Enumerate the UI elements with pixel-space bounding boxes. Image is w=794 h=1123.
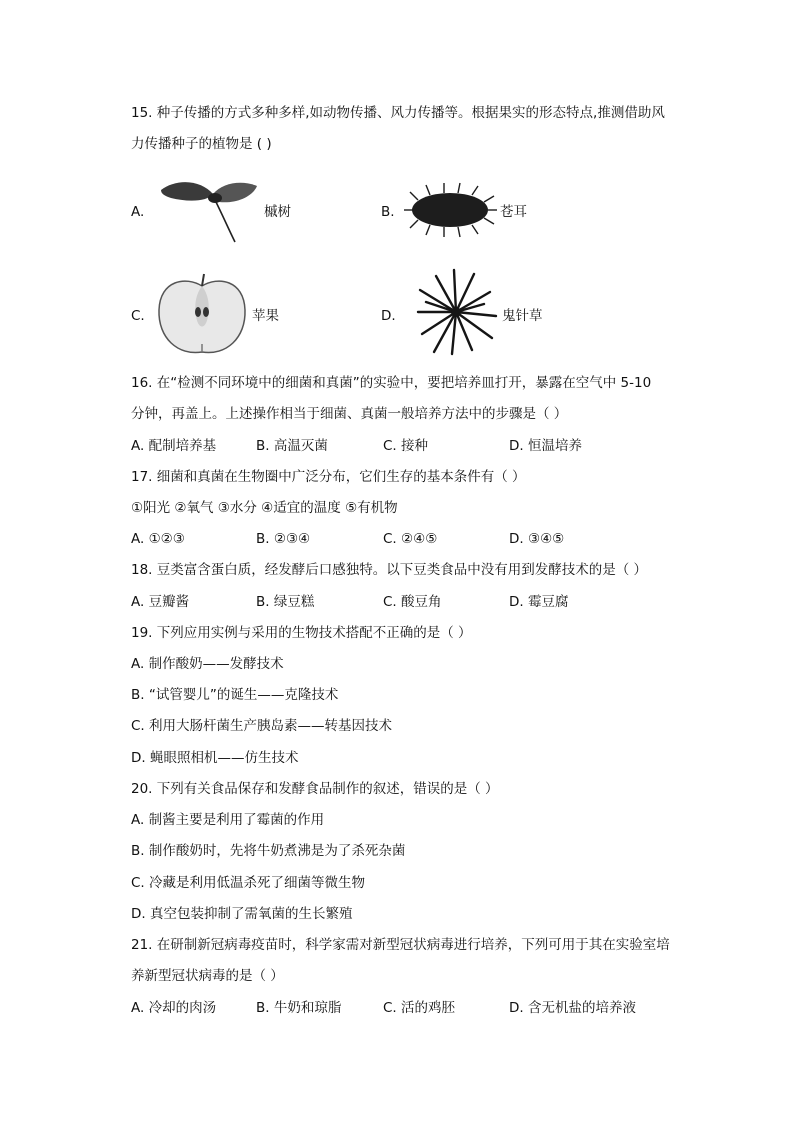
q17-stem-line1: 17. 细菌和真菌在生物圈中广泛分布，它们生存的基本条件有（ ） <box>131 469 526 485</box>
q20-option-d: D. 真空包装抑制了需氧菌的生长繁殖 <box>131 906 353 922</box>
q18-option-d: D. 霉豆腐 <box>509 594 569 610</box>
q19-option-b: B. “试管婴儿”的诞生——克隆技术 <box>131 687 339 703</box>
q18-option-b: B. 绿豆糕 <box>256 594 315 610</box>
q21-stem-line2: 养新型冠状病毒的是（ ） <box>131 968 284 984</box>
q19-stem-line1: 19. 下列应用实例与采用的生物技术搭配不正确的是（ ） <box>131 625 472 641</box>
q18-option-a: A. 豆瓣酱 <box>131 594 190 610</box>
q20-stem-line1: 20. 下列有关食品保存和发酵食品制作的叙述，错误的是（ ） <box>131 781 499 797</box>
q17-option-d: D. ③④⑤ <box>509 531 565 547</box>
q16-option-b: B. 高温灭菌 <box>256 438 328 454</box>
q20-option-c: C. 冷藏是利用低温杀死了细菌等微生物 <box>131 875 366 891</box>
q15-option-d-letter: D. <box>381 308 396 324</box>
q19-option-c: C. 利用大肠杆菌生产胰岛素——转基因技术 <box>131 718 393 734</box>
q17-option-a: A. ①②③ <box>131 531 185 547</box>
q17-option-b: B. ②③④ <box>256 531 311 547</box>
q20-option-b: B. 制作酸奶时，先将牛奶煮沸是为了杀死杂菌 <box>131 843 406 859</box>
q21-option-c: C. 活的鸡胚 <box>383 1000 456 1016</box>
cocklebur-image <box>402 182 498 238</box>
q21-option-b: B. 牛奶和琼脂 <box>256 1000 342 1016</box>
q15-option-c-name: 苹果 <box>252 308 279 324</box>
q20-option-a: A. 制酱主要是利用了霉菌的作用 <box>131 812 325 828</box>
q17-stem-line2: ①阳光 ②氧气 ③水分 ④适宜的温度 ⑤有机物 <box>131 500 398 516</box>
q15-option-b-name: 苍耳 <box>500 204 527 220</box>
q15-stem-line2: 力传播种子的植物是 ( ) <box>131 136 272 152</box>
q15-option-b-letter: B. <box>381 204 395 220</box>
q16-option-a: A. 配制培养基 <box>131 438 217 454</box>
maple-samara-image <box>157 176 261 246</box>
q15-option-a-letter: A. <box>131 204 145 220</box>
q21-option-a: A. 冷却的肉汤 <box>131 1000 217 1016</box>
q21-option-d: D. 含无机盐的培养液 <box>509 1000 636 1016</box>
q15-option-c-letter: C. <box>131 308 145 324</box>
q15-option-a-name: 槭树 <box>264 204 291 220</box>
q21-stem-line1: 21. 在研制新冠病毒疫苗时，科学家需对新型冠状病毒进行培养，下列可用于其在实验室培 <box>131 937 670 953</box>
q18-option-c: C. 酸豆角 <box>383 594 442 610</box>
beggarticks-image <box>414 268 500 356</box>
q16-option-d: D. 恒温培养 <box>509 438 582 454</box>
q15-stem-line1: 15. 种子传播的方式多种多样,如动物传播、风力传播等。根据果实的形态特点,推测借助风 <box>131 105 665 121</box>
q15-option-d-name: 鬼针草 <box>502 308 543 324</box>
q19-option-d: D. 蝇眼照相机——仿生技术 <box>131 750 299 766</box>
q17-option-c: C. ②④⑤ <box>383 531 438 547</box>
apple-image <box>156 272 248 358</box>
q18-stem-line1: 18. 豆类富含蛋白质，经发酵后口感独特。以下豆类食品中没有用到发酵技术的是（ ） <box>131 562 648 578</box>
q19-option-a: A. 制作酸奶——发酵技术 <box>131 656 284 672</box>
q16-option-c: C. 接种 <box>383 438 429 454</box>
q16-stem-line1: 16. 在“检测不同环境中的细菌和真菌”的实验中，要把培养皿打开，暴露在空气中 5-10 <box>131 375 652 391</box>
q16-stem-line2: 分钟，再盖上。上述操作相当于细菌、真菌一般培养方法中的步骤是（ ） <box>131 406 568 422</box>
